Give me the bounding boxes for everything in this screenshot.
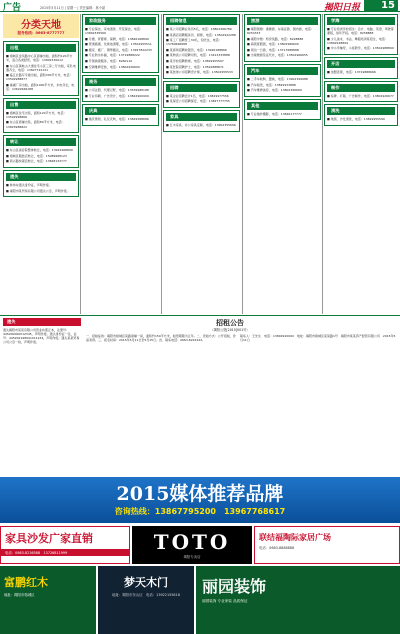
classified-item: ■ 中小学辅导，小班教学，电话：13502988899 [327, 46, 394, 51]
section-heading: 其他 [247, 102, 318, 110]
page-header [0, 0, 400, 12]
classified-item: ■ 揭阳国旅：港澳游、东南亚游、国内游，电话：8253333 [247, 27, 314, 36]
media-brand-banner [0, 477, 400, 523]
classified-item: ■ 专业培训学校招生：会计、电脑、英语、驾驶等课程，常年开班。电话：8258888 [327, 27, 394, 36]
banner-headline: 2015媒体推荐品牌 [116, 483, 284, 505]
classified-item: ■ 某装饰公司招聘设计师，电话：13502955533 [166, 70, 233, 75]
column-classifieds-2 [82, 14, 159, 314]
decoration-ad-sub: 丽园装饰 专业家装 品质保证 [202, 599, 248, 603]
classified-section [82, 14, 159, 73]
classified-item: ■ 某工厂招聘普工30名，包吃住，电话：13760666688 [166, 38, 222, 47]
section-heading: 家具 [166, 113, 237, 121]
classified-section [244, 99, 321, 121]
classified-item: ■ 某商场招聘收银员，电话：13926188866 [166, 47, 227, 52]
classified-item: ■ 标牌、灯箱、广告制作，电话：13802926677 [327, 93, 394, 98]
decoration-ad-title: 丽园装饰 [202, 577, 267, 596]
section-heading: 汽车 [247, 67, 318, 75]
classified-title: 分类天地 [21, 20, 61, 31]
classified-item: ■ 榕城区服装店转让，电话：15089668123 [6, 153, 67, 158]
tender-notice-text: 一、招租标的：揭阳市榕城区某路商铺一间，面积约150平方米，租赁期限为五年。二、竞租方式：公开招租，价高者得。三、报名时间：2015年5月11日至5月15日。四、联系电话：0663-8222222。 [86, 334, 236, 343]
classified-section [324, 81, 398, 103]
column-classifieds-5 [324, 14, 398, 314]
classified-section [3, 135, 79, 168]
toto-ad-logo: TOTO [153, 530, 231, 554]
section-heading: 家政服务 [85, 17, 156, 25]
classified-item: ■ 东山区商铺出售，面积80平方米，电话：13823988822 [6, 120, 65, 129]
ceramics-ad-tel: 电话：0663-8888888 [259, 546, 295, 550]
classified-section [324, 57, 398, 79]
issue-meta: 2015年5月11日 | 星期一 | 责任编辑：林小斌 [40, 6, 106, 10]
classified-section [3, 98, 79, 133]
classified-item: ■ 管道疏通、化粪池清理，电话：13502955511 [85, 42, 152, 47]
classified-item: ■ 少儿美术、书法、舞蹈培训班招生，电话：13802928899 [327, 36, 388, 45]
page-number: 15 [364, 0, 398, 12]
column-classifieds-4 [244, 14, 321, 314]
classified-item: ■ 周边一日游，电话：13717688888 [247, 47, 299, 52]
classified-item: ■ 海滨度假团，电话：13802986600 [247, 42, 299, 47]
lost-notice-title: 遗失 [3, 318, 81, 326]
classified-item: ■ 东山区美容院整体转让，电话：13922968899 [6, 148, 73, 153]
classified-item: ■ 婚庆策划、礼仪庆典，电话：13829588686 [85, 117, 149, 122]
classified-item: ■ 开锁换锁服务，电话：8260110 [85, 59, 133, 64]
furniture-ad-title: 家具沙发广家直销 [5, 532, 93, 545]
classified-item: ■ 临江北路写字楼出租，面积300平方米，电话：13502988877 [6, 73, 73, 82]
lost-notice-box [3, 318, 81, 474]
classified-item: ■ 某酒店招聘服务员、厨师，电话：13502922288 [166, 32, 236, 37]
classified-item: ■ 某公司招聘业务员5名，电话：13802366789 [166, 27, 232, 31]
classified-item: ■ 专业防水补漏，电话：13719888222 [85, 53, 140, 58]
section-heading: 庆典 [85, 107, 156, 115]
classified-section [163, 14, 240, 79]
classified-item: ■ 汽车维修美容，电话：13802396669 [247, 88, 302, 93]
section-heading: 转让 [6, 138, 76, 146]
classified-item: ■ 东山区黄岐山大道住宅小区三房二厅出租，家私电器齐全，电话：13827722131 [6, 63, 76, 72]
classified-item: ■ 新兴路快餐店转让，电话：13828133777 [6, 159, 67, 164]
newspaper-brand: 揭阳日报 [323, 3, 360, 13]
classified-item: ■ 汽车租赁，电话：13829933888 [247, 82, 296, 87]
tender-notice-subtitle: （揭阳公资[2015]001号） [210, 328, 250, 332]
mahogany-ad-title: 富鹏红木 [4, 576, 48, 589]
classified-section [3, 41, 79, 96]
classified-item: ■ 揭阳市某贸易有限公司遗失公章，声明作废。 [6, 188, 70, 193]
classified-item: ■ 出境旅游签证代办，电话：13502966655 [247, 53, 308, 58]
classified-section [3, 170, 79, 197]
classified-section [244, 64, 321, 97]
classified-section [324, 14, 398, 55]
section-heading: 招聘 [166, 84, 237, 92]
classified-item: ■ 专业保洁、家电清洗、开荒保洁，电话：13802335566 [85, 27, 143, 36]
classified-section [82, 75, 159, 102]
classified-hotline: 服务热线：0663-8777777 [17, 31, 65, 35]
classified-item: ■ 二手车收购、置换，电话：13902399988 [247, 77, 308, 82]
classified-item: ■ 地毯、沙发清洗，电话：13829955599 [327, 117, 385, 122]
column-classifieds-3 [163, 14, 240, 314]
classified-item: ■ 某学校招聘教师，电话：13829955567 [166, 59, 224, 64]
classified-item: ■ 搬家、搬厂、钢琴搬运，电话：13927822233 [85, 47, 152, 52]
section-heading: 出租 [6, 44, 76, 52]
classified-item: ■ 公司注册、代理记账，电话：13539988188 [85, 88, 149, 93]
classified-section [163, 81, 240, 108]
section-heading: 旅游 [247, 17, 318, 25]
tender-notice-title: 招租公告 [216, 319, 244, 327]
classified-item: ■ 专业婚纱摄影，电话：13826177777 [247, 111, 302, 116]
classified-item: ■ 某物流公司招聘司机，电话：13413333888 [166, 53, 230, 58]
section-heading: 出售 [6, 101, 76, 109]
mahogany-ad-sub: 地址：揭阳市榕城区 [4, 593, 35, 597]
classified-item: ■ 榕城区住宅出售，面积120平方米，电话：13502998866 [6, 110, 67, 119]
section-heading: 商务 [85, 78, 156, 86]
section-heading: 招聘信息 [166, 17, 237, 25]
doors-ad [98, 566, 194, 634]
toto-ad-sub: 揭阳专卖店 [183, 555, 201, 559]
classified-item: ■ 专业印刷、广告设计，电话：13822960909 [85, 93, 149, 98]
classified-item: ■ 渔湖厂房出租，面积1000平方米，水电齐全，电话：13622666188 [6, 83, 75, 92]
classified-item: ■ 林伟东遗失身份证，声明作废。 [6, 182, 52, 187]
classified-section [163, 110, 240, 132]
classified-item: ■ 红木家具、办公家具定制，电话：13902355666 [166, 123, 236, 128]
section-heading: 清洗 [327, 107, 395, 115]
classified-item: ■ 某医院招聘护士，电话：13592888871 [166, 64, 224, 69]
toto-ad [132, 526, 252, 564]
tender-notice-contact [240, 334, 398, 474]
classified-section [82, 104, 159, 126]
classified-item: ■ 揭阳中旅：特价线路，电话：8228888 [247, 36, 304, 41]
classified-banner [3, 14, 79, 38]
classified-item: ■ 月嫂、育婴师、保姆，电话：13826168899 [85, 36, 149, 41]
doors-ad-sub: 地址：揭阳市东山区 电话：13922155818 [112, 593, 180, 597]
classified-item: ■ 加盟连锁，电话：13719888666 [327, 69, 376, 74]
tender-notice-body [86, 334, 236, 474]
classified-section [324, 104, 398, 126]
classified-item: ■ 榕城区金凤路中心区商铺出租，面积约120平方米，适合各类经营，电话：13802330012 [6, 54, 73, 63]
classified-item: ■ 某保安公司招聘保安，电话：13827777755 [166, 99, 230, 104]
section-heading: 遗失 [6, 173, 76, 181]
doors-ad-title: 梦天木门 [124, 576, 168, 589]
section-title: 广告 [3, 3, 22, 13]
tender-notice-contact-text: 联系人：王先生 电话：13802920000 地址：揭阳市榕城区某某路1号 揭阳市某某资产经营有限公司 2015年5月11日 [240, 334, 396, 343]
furniture-ad [0, 526, 130, 564]
classified-item: ■ 空调维修安装，电话：13802926600 [85, 64, 140, 69]
lost-notice-text: 遗失揭阳市某某有限公司营业执照正本，注册号：445200000012345，声明作废。遗失身份证一张，证号：445202198001011234，声明作废。遗失某某贸易公司公章一枚，声明作废。 [3, 328, 80, 345]
mahogany-ad [0, 566, 96, 634]
ceramics-ad-title: 联结福陶际家居广场 [259, 533, 331, 542]
furniture-ad-tel: 电话：0663-8236588 13726811999 [1, 549, 129, 556]
column-classifieds-1 [3, 14, 79, 314]
section-heading: 学海 [327, 17, 395, 25]
classified-item: ■ 某企业招聘会计1名，电话：13829977556 [166, 93, 229, 98]
classified-section [244, 14, 321, 62]
section-heading: 开店 [327, 60, 395, 68]
banner-phone: 咨询热线：13867795200 13967768617 [114, 507, 286, 516]
ceramics-ad [254, 526, 400, 564]
section-heading: 制作 [327, 84, 395, 92]
decoration-ad [196, 566, 400, 634]
